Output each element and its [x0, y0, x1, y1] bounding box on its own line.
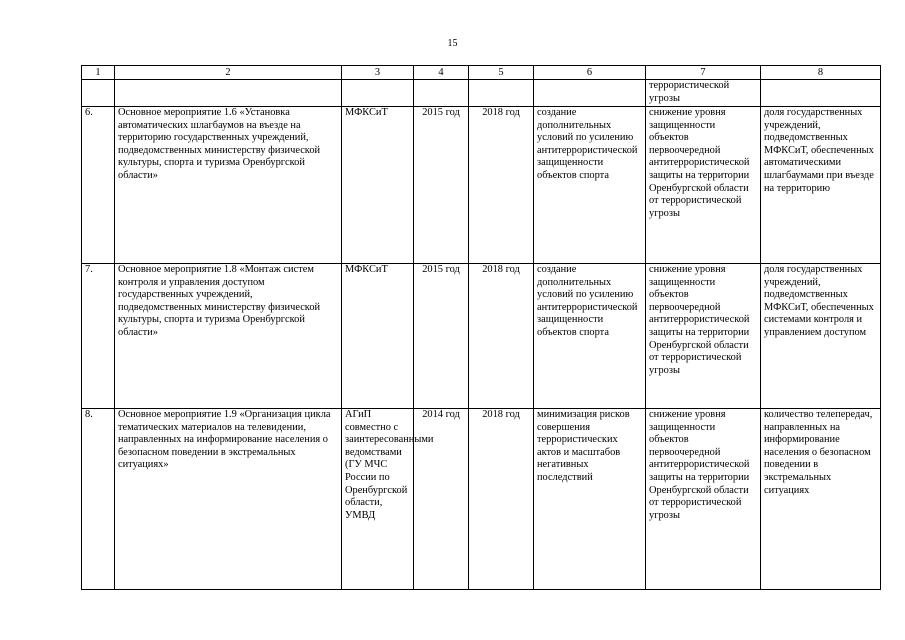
- end-year-cell: 2018 год: [469, 264, 534, 409]
- table-cell: [342, 80, 414, 107]
- column-number-header: 3: [342, 66, 414, 80]
- expected-result-cell: создание дополнительных условий по усилению антитеррористической защищенности объектов спорта: [534, 107, 646, 264]
- measures-table: [81, 65, 881, 590]
- row-number-cell: 7.: [82, 264, 115, 409]
- indicator-cell: доля государственных учреждений, подведомственных МФКСиТ, обеспеченных автоматическими шлагбаумами при въезде на территорию: [761, 107, 881, 264]
- table-cell: [761, 80, 881, 107]
- executor-cell: АГиП совместно с заинтересованными ведомствами (ГУ МЧС России по Оренбургской области, УМВД: [342, 409, 414, 590]
- expected-result-cell: минимизация рисков совершения террористических актов и масштабов негативных последствий: [534, 409, 646, 590]
- table-cell: [534, 80, 646, 107]
- column-number-header: 2: [115, 66, 342, 80]
- table-cell: [82, 80, 115, 107]
- consequences-cell: снижение уровня защищенности объектов первоочередной антитеррористической защиты на территории Оренбургской области от террористической угрозы: [646, 264, 761, 409]
- column-number-header: 4: [414, 66, 469, 80]
- end-year-cell: 2018 год: [469, 409, 534, 590]
- start-year-cell: 2015 год: [414, 107, 469, 264]
- column-number-header: 7: [646, 66, 761, 80]
- table-row: [82, 409, 881, 590]
- table-row: [82, 107, 881, 264]
- measure-name-cell: Основное мероприятие 1.6 «Установка автоматических шлагбаумов на въезде на территорию государственных учреждений, подведомственных министерству физической культуры, спорта и туризма Оренбургской области»: [115, 107, 342, 264]
- row-number-cell: 8.: [82, 409, 115, 590]
- table-cell: [469, 80, 534, 107]
- table-row: [82, 264, 881, 409]
- consequences-cell: снижение уровня защищенности объектов первоочередной антитеррористической защиты на территории Оренбургской области от террористической угрозы: [646, 409, 761, 590]
- start-year-cell: 2015 год: [414, 264, 469, 409]
- measure-name-cell: Основное мероприятие 1.9 «Организация цикла тематических материалов на телевидении, направленных на информирование населения о безопасном поведении в экстремальных ситуациях»: [115, 409, 342, 590]
- consequences-cell: снижение уровня защищенности объектов первоочередной антитеррористической защиты на территории Оренбургской области от террористической угрозы: [646, 107, 761, 264]
- expected-result-cell: создание дополнительных условий по усилению антитеррористической защищенности объектов спорта: [534, 264, 646, 409]
- column-number-row: [82, 66, 881, 80]
- row-number-cell: 6.: [82, 107, 115, 264]
- continuation-row: [82, 80, 881, 107]
- column-number-header: 8: [761, 66, 881, 80]
- start-year-cell: 2014 год: [414, 409, 469, 590]
- end-year-cell: 2018 год: [469, 107, 534, 264]
- page-number: 15: [447, 38, 458, 49]
- column-number-header: 1: [82, 66, 115, 80]
- indicator-cell: количество телепередач, направленных на информирование населения о безопасном поведении в экстремальных ситуациях: [761, 409, 881, 590]
- measure-name-cell: Основное мероприятие 1.8 «Монтаж систем контроля и управления доступом государственных учреждений, подведомственных министерству физической культуры, спорта и туризма Оренбургской области»: [115, 264, 342, 409]
- continued-consequences-cell: террористической угрозы: [646, 80, 761, 107]
- table-cell: [414, 80, 469, 107]
- indicator-cell: доля государственных учреждений, подведомственных МФКСиТ, обеспеченных системами контроля и управлением доступом: [761, 264, 881, 409]
- column-number-header: 5: [469, 66, 534, 80]
- column-number-header: 6: [534, 66, 646, 80]
- executor-cell: МФКСиТ: [342, 107, 414, 264]
- table-cell: [115, 80, 342, 107]
- executor-cell: МФКСиТ: [342, 264, 414, 409]
